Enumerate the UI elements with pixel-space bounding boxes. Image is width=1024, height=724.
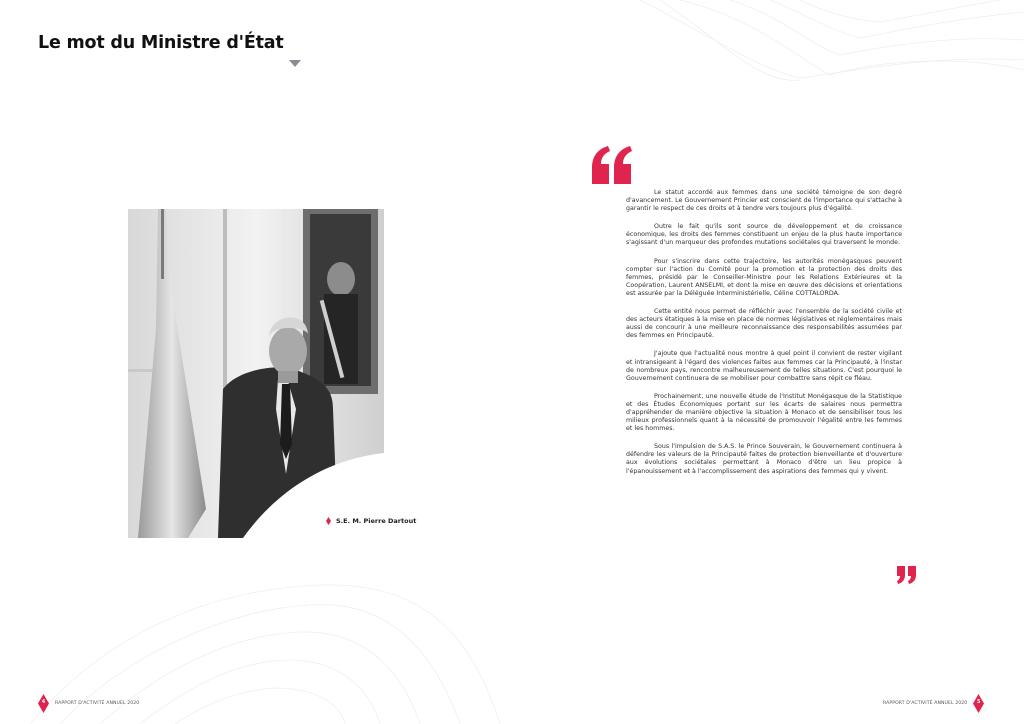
- portrait-photo: [128, 209, 384, 538]
- paragraph: Pour s'inscrire dans cette trajectoire, les autorités monégasques peuvent compter sur l'action du Comité pour la promotion et la protection des droits des femmes, présidé par le Conseiller-Ministre pour les Relations Extérieures et la Coopération, Laurent ANSELMI, et dont la mise en œuvre des décisions et orientations est assurée par la Déléguée Interministérielle, Céline COTTALORDA.: [626, 257, 902, 297]
- page-number-badge: [38, 694, 49, 713]
- triangle-down-icon: [289, 60, 301, 67]
- footer-left: [38, 694, 139, 713]
- quote-open-icon: [590, 146, 634, 184]
- page-number: 4: [41, 699, 46, 705]
- footer-label: RAPPORT D'ACTIVITÉ ANNUEL 2020: [883, 701, 968, 706]
- footer-right: [883, 694, 984, 713]
- portrait-illustration: [128, 209, 384, 538]
- diamond-icon: [326, 517, 331, 525]
- paragraph: Prochainement, une nouvelle étude de l'Institut Monégasque de la Statistique et des Études Économiques portant sur les écarts de salaires nous permettra d'appréhender de manière objective la situation à Monaco et de sensibiliser tous les milieux professionnels quant à la nécessité de promouvoir l'égalité entre les femmes et les hommes.: [626, 392, 902, 433]
- caption-text: S.E. M. Pierre Dartout: [336, 517, 417, 525]
- paragraph: Outre le fait qu'ils sont source de développement et de croissance économique, les droits des femmes constituent un enjeu de la plus haute importance s'agissant d'un marqueur des profondes mutations sociétales qui traversent le monde.: [626, 223, 902, 247]
- footer-label: RAPPORT D'ACTIVITÉ ANNUEL 2020: [55, 701, 140, 706]
- paragraph: Le statut accordé aux femmes dans une société témoigne de son degré d'avancement. Le Gouvernement Princier est conscient de l'importance qui s'attache à garantir le respect de ces droits et à tendre vers toujours plus d'égalité.: [626, 189, 902, 213]
- paragraph: Cette entité nous permet de réfléchir avec l'ensemble de la société civile et des acteurs étatiques à la mise en place de normes législatives et réglementaires mais aussi de concourir à une meilleure reconnaissance des responsabilités assumées par des femmes en Principauté.: [626, 308, 902, 340]
- paragraph: Sous l'impulsion de S.A.S. le Prince Souverain, le Gouvernement continuera à défendre les valeurs de la Principauté faites de protection bienveillante et d'ouverture aux évolutions sociétales permettant à Monaco d'être un lieu propice à l'épanouissement et à l'accomplissement des aspirations des femmes qui y vivent.: [626, 443, 902, 475]
- paragraph: J'ajoute que l'actualité nous montre à quel point il convient de rester vigilant et intransigeant à l'égard des violences faites aux femmes car la Principauté, à l'instar de nombreux pays, rencontre malheureusement de telles situations. C'est pourquoi le Gouvernement continuera de se mobiliser pour combattre sans répit ce fléau.: [626, 350, 902, 382]
- photo-caption: [326, 517, 416, 525]
- page-number-badge: [973, 694, 984, 713]
- quote-close-icon: [896, 566, 918, 584]
- message-body: [626, 189, 902, 486]
- page-number: 5: [977, 699, 981, 705]
- page-title: Le mot du Ministre d'État: [38, 33, 284, 53]
